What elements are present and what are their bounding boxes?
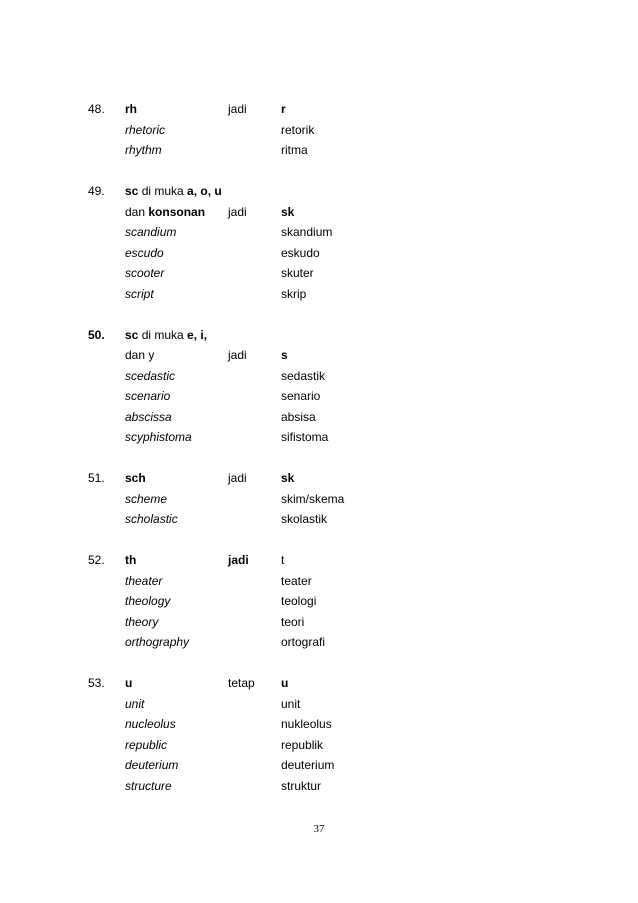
example-source-word: scholastic xyxy=(125,512,178,526)
example-result-word: teori xyxy=(281,614,305,629)
example-source-word: orthography xyxy=(125,635,190,649)
example-result-word: skrip xyxy=(281,286,307,301)
example-source-word: republic xyxy=(125,737,168,752)
rule-number: 51. xyxy=(88,471,105,485)
example-source-word: scandium xyxy=(125,225,177,239)
example-source-word: scenario xyxy=(125,389,171,403)
rule-pattern-line xyxy=(125,675,132,691)
example-source-word: script xyxy=(125,286,154,301)
rule-result: u xyxy=(281,676,289,690)
pattern-segment: dan y xyxy=(125,348,155,362)
rule-number: 49. xyxy=(88,184,105,198)
pattern-segment: u xyxy=(125,676,133,690)
rule-result: r xyxy=(281,102,286,116)
rule-verb: jadi xyxy=(228,102,247,116)
rule-result: t xyxy=(281,553,285,567)
example-source-word: escudo xyxy=(125,245,164,260)
example-source-word: unit xyxy=(125,696,145,711)
pattern-segment: rh xyxy=(125,102,137,116)
example-source-word: scyphistoma xyxy=(125,430,192,444)
rule-verb: jadi xyxy=(228,553,249,567)
example-source-word: nucleolus xyxy=(125,717,176,731)
rule-pattern-line xyxy=(125,552,136,568)
example-source-word: rhythm xyxy=(125,143,162,157)
example-result-word: retorik xyxy=(281,122,315,137)
pattern-segment: sc xyxy=(125,327,139,342)
example-result-word: absisa xyxy=(281,409,316,424)
example-result-word: ortografi xyxy=(281,635,326,649)
rule-number: 53. xyxy=(88,676,105,690)
example-result-word: nukleolus xyxy=(281,717,332,731)
rule-verb: jadi xyxy=(228,348,247,362)
example-source-word: abscissa xyxy=(125,409,172,424)
rule-verb: tetap xyxy=(228,676,255,690)
example-source-word: deuterium xyxy=(125,758,179,772)
rule-pattern-line xyxy=(125,101,137,117)
example-result-word: senario xyxy=(281,389,321,403)
example-result-word: deuterium xyxy=(281,758,335,772)
example-result-word: struktur xyxy=(281,778,322,793)
rule-number: 52. xyxy=(88,553,105,567)
example-source-word: theory xyxy=(125,614,159,629)
pattern-segment: e, i, xyxy=(187,327,208,342)
pattern-segment: sc xyxy=(125,184,139,198)
rule-result: sk xyxy=(281,204,295,219)
example-source-word: structure xyxy=(125,778,172,793)
rule-pattern-line xyxy=(125,183,222,199)
example-result-word: republik xyxy=(281,737,324,752)
example-result-word: sifistoma xyxy=(281,430,329,444)
pattern-segment: di muka xyxy=(138,327,188,342)
rule-pattern-line xyxy=(125,327,207,343)
example-result-word: teologi xyxy=(281,594,317,608)
pattern-segment: dan xyxy=(125,204,149,219)
pattern-segment: sch xyxy=(125,471,146,485)
example-source-word: scheme xyxy=(125,491,168,506)
example-source-word: scedastic xyxy=(125,368,176,383)
rule-number: 50. xyxy=(88,327,105,342)
rule-number: 48. xyxy=(88,102,105,116)
pattern-segment: a, o, u xyxy=(187,184,222,198)
example-result-word: unit xyxy=(281,696,301,711)
example-source-word: rhetoric xyxy=(125,122,166,137)
example-source-word: theater xyxy=(125,573,163,588)
example-source-word: theology xyxy=(125,594,171,608)
rule-result: s xyxy=(281,348,288,362)
rule-pattern-line xyxy=(125,470,146,486)
rule-result: sk xyxy=(281,471,295,485)
example-result-word: ritma xyxy=(281,143,308,157)
rule-verb: jadi xyxy=(228,471,247,485)
example-result-word: sedastik xyxy=(281,368,326,383)
example-result-word: eskudo xyxy=(281,245,320,260)
example-result-word: skim/skema xyxy=(281,491,345,506)
pattern-segment: konsonan xyxy=(148,204,206,219)
rule-pattern-line xyxy=(125,204,205,220)
example-result-word: teater xyxy=(281,573,312,588)
example-result-word: skandium xyxy=(281,225,333,239)
example-result-word: skolastik xyxy=(281,512,328,526)
rule-pattern-line xyxy=(125,347,154,363)
example-result-word: skuter xyxy=(281,266,314,280)
pattern-segment: th xyxy=(125,553,137,567)
rule-verb: jadi xyxy=(228,204,247,219)
pattern-segment: di muka xyxy=(138,184,188,198)
page-number: 37 xyxy=(313,823,325,835)
example-source-word: scooter xyxy=(125,266,165,280)
